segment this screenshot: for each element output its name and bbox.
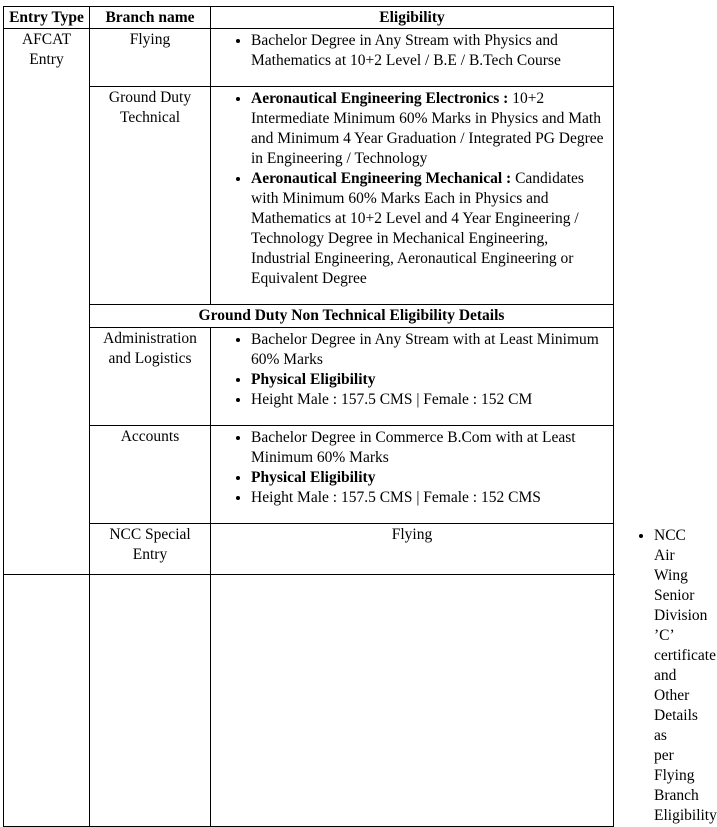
electronics-text: 10+2 Intermediate Minimum 60% Marks in Physics and Math and Minimum 4 Year Graduation / Integrated PG Degree in Engineering / Technology <box>251 90 604 167</box>
header-eligibility: Eligibility <box>211 7 614 29</box>
list-item: • Physical Eligibility <box>251 468 611 488</box>
entry-type-ncc: NCC Special Entry <box>90 524 211 827</box>
eligibility-list <box>215 330 611 410</box>
entry-type-afcat: AFCAT Entry <box>4 29 90 827</box>
eligibility-list <box>215 31 611 71</box>
mechanical-title: Aeronautical Engineering Mechanical : <box>251 170 512 187</box>
eligibility-flying <box>211 29 614 87</box>
eligibility-list <box>215 89 611 289</box>
branch-ground-duty-technical: Ground Duty Technical <box>90 87 211 305</box>
branch-accounts: Accounts <box>90 426 211 524</box>
non-technical-heading: Ground Duty Non Technical Eligibility Details <box>90 305 614 328</box>
header-entry-type: Entry Type <box>4 7 90 29</box>
table-row <box>4 305 614 328</box>
eligibility-ground-duty-technical <box>211 87 614 305</box>
header-branch-name: Branch name <box>90 7 211 29</box>
table-row <box>4 328 614 426</box>
list-item <box>251 169 611 289</box>
list-item: • Height Male : 157.5 CMS | Female : 152 CMS <box>251 488 611 508</box>
table-row <box>4 524 614 827</box>
branch-ncc-flying: Flying <box>211 524 614 827</box>
list-item: • Physical Eligibility <box>251 370 611 390</box>
list-item: • Bachelor Degree in Any Stream with Physics and Mathematics at 10+2 Level / B.E / B.Tech Course <box>251 31 611 71</box>
table-row <box>4 29 614 87</box>
list-item: • Bachelor Degree in Commerce B.Com with at Least Minimum 60% Marks <box>251 428 611 468</box>
eligibility-list: NCC Air Wing Senior Division ’C’ certificate and Other Details as per Flying Branch Eligibility <box>654 527 717 824</box>
list-item: • Height Male : 157.5 CMS | Female : 152 CM <box>251 390 611 410</box>
list-item: • Bachelor Degree in Any Stream with at Least Minimum 60% Marks <box>251 330 611 370</box>
table-row <box>4 87 614 305</box>
eligibility-list <box>215 428 611 508</box>
electronics-title: Aeronautical Engineering Electronics : <box>251 90 509 107</box>
eligibility-accounts <box>211 426 614 524</box>
eligibility-table <box>3 6 717 827</box>
eligibility-administration-logistics <box>211 328 614 426</box>
branch-administration-logistics: Administration and Logistics <box>90 328 211 426</box>
list-item <box>251 89 611 169</box>
table-row <box>4 426 614 524</box>
branch-flying: Flying <box>90 29 211 87</box>
mechanical-text: Candidates with Minimum 60% Marks Each in Physics and Mathematics at 10+2 Level and 4 Year Engineering / Technology Degree in Mechanical Engineering, Industrial Engineering, Aeronautical Engineering or Equivalent Degree <box>251 170 584 287</box>
header-row <box>4 7 614 29</box>
divider <box>3 574 615 583</box>
